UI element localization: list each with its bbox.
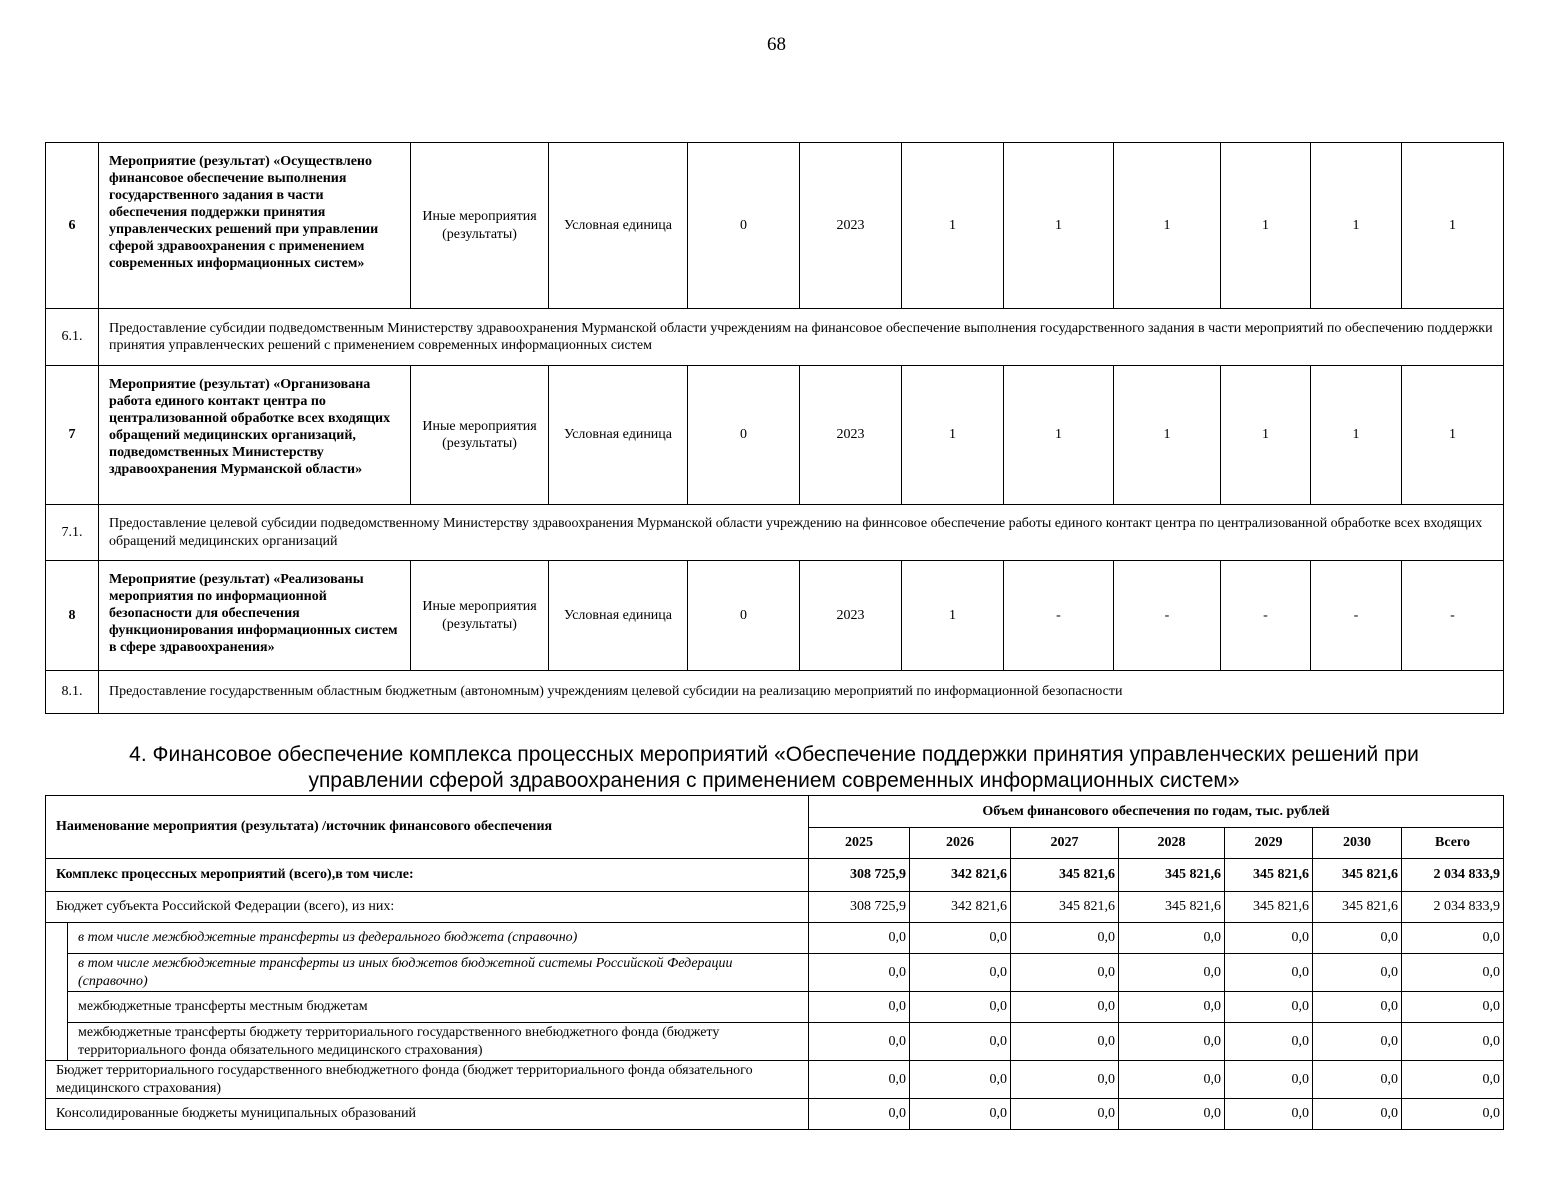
year-header: 2025 [809, 828, 910, 859]
task-text: Предоставление целевой субсидии подведомственному Министерству здравоохранения Мурманской области учреждению на финнсовое обеспечение работы единого контакт центра по централизованной обработке всех входящих обращений медицинских организаций [99, 505, 1504, 561]
year-value: 1 [1221, 366, 1311, 505]
finance-value: 345 821,6 [1225, 892, 1313, 923]
finance-value: 0,0 [910, 1099, 1011, 1130]
finance-row [46, 1061, 1504, 1099]
task-text: Предоставление субсидии подведомственным Министерству здравоохранения Мурманской области учреждениям на финансовое обеспечение выполнения государственного задания в части мероприятий по обеспечению поддержки принятия управленческих решений с применением современных информационных систем [99, 309, 1504, 366]
result-type: Иные мероприятия (результаты) [411, 561, 549, 671]
year-value: 1 [1402, 143, 1504, 309]
finance-value: 0,0 [1313, 1099, 1402, 1130]
finance-value: 345 821,6 [1313, 859, 1402, 892]
year-value: 1 [1004, 143, 1114, 309]
finance-table [45, 795, 1504, 1130]
finance-row [46, 892, 1504, 923]
result-row [46, 143, 1504, 309]
base-year: 2023 [800, 143, 902, 309]
year-value: 1 [902, 143, 1004, 309]
result-type: Иные мероприятия (результаты) [411, 366, 549, 505]
finance-value: 0,0 [809, 1061, 910, 1099]
finance-value: 0,0 [1011, 992, 1119, 1023]
finance-value: 0,0 [910, 992, 1011, 1023]
finance-value: 308 725,9 [809, 892, 910, 923]
finance-value: 0,0 [1402, 1061, 1504, 1099]
result-title: Мероприятие (результат) «Осуществлено финансовое обеспечение выполнения государственного задания в части обеспечения поддержки принятия управленческих решений при управлении сферой здравоохранения с применением современных информационных систем» [99, 143, 411, 309]
year-header: 2026 [910, 828, 1011, 859]
year-value: - [1311, 561, 1402, 671]
finance-row-name: межбюджетные трансферты местным бюджетам [68, 992, 809, 1023]
header-name: Наименование мероприятия (результата) /источник финансового обеспечения [46, 796, 809, 859]
result-title: Мероприятие (результат) «Организована работа единого контакт центра по централизованной обработке всех входящих обращений медицинских организаций, подведомственных Министерству здравоохранения Мурманской области» [99, 366, 411, 505]
finance-value: 0,0 [910, 954, 1011, 992]
finance-value: 0,0 [1011, 954, 1119, 992]
section-title [45, 742, 1503, 795]
finance-value: 0,0 [1119, 1023, 1225, 1061]
finance-value: 345 821,6 [1011, 892, 1119, 923]
year-header: 2027 [1011, 828, 1119, 859]
finance-row-name: межбюджетные трансферты бюджету территориального государственного внебюджетного фонда (бюджету территориального фонда обязательного медицинского страхования) [68, 1023, 809, 1061]
year-value: 1 [1311, 143, 1402, 309]
finance-value: 0,0 [1225, 992, 1313, 1023]
year-value: 1 [1221, 143, 1311, 309]
finance-row [46, 954, 1504, 992]
finance-row [46, 992, 1504, 1023]
finance-value: 0,0 [1402, 1099, 1504, 1130]
result-unit: Условная единица [549, 143, 688, 309]
page-number: 68 [767, 34, 786, 55]
base-year: 2023 [800, 366, 902, 505]
year-value: 1 [1402, 366, 1504, 505]
finance-value: 0,0 [1225, 1061, 1313, 1099]
finance-value: 345 821,6 [1011, 859, 1119, 892]
task-number: 6.1. [46, 309, 99, 366]
finance-value: 0,0 [1313, 1061, 1402, 1099]
finance-row-name: Бюджет территориального государственного внебюджетного фонда (бюджет территориального фонда обязательного медицинского страхования) [46, 1061, 809, 1099]
finance-value: 0,0 [1119, 1061, 1225, 1099]
year-value: 1 [902, 366, 1004, 505]
finance-value: 0,0 [1011, 1099, 1119, 1130]
finance-row [46, 1023, 1504, 1061]
task-row [46, 309, 1504, 366]
header-row [46, 796, 1504, 828]
finance-value: 0,0 [1225, 1099, 1313, 1130]
finance-value: 0,0 [1313, 954, 1402, 992]
year-value: 1 [1311, 366, 1402, 505]
finance-value: 0,0 [910, 1023, 1011, 1061]
finance-row-name: Бюджет субъекта Российской Федерации (всего), из них: [46, 892, 809, 923]
finance-value: 345 821,6 [1119, 892, 1225, 923]
finance-value: 345 821,6 [1313, 892, 1402, 923]
finance-value: 0,0 [1313, 992, 1402, 1023]
year-value: - [1114, 561, 1221, 671]
finance-value: 0,0 [809, 1099, 910, 1130]
year-value: 1 [902, 561, 1004, 671]
row-number: 6 [46, 143, 99, 309]
finance-row [46, 1099, 1504, 1130]
finance-value: 0,0 [1225, 923, 1313, 954]
finance-value: 0,0 [809, 923, 910, 954]
task-row [46, 671, 1504, 714]
base-value: 0 [688, 561, 800, 671]
task-number: 7.1. [46, 505, 99, 561]
finance-row-name: в том числе межбюджетные трансферты из иных бюджетов бюджетной системы Российской Федерации (справочно) [68, 954, 809, 992]
finance-value: 342 821,6 [910, 892, 1011, 923]
year-header: 2029 [1225, 828, 1313, 859]
year-value: 1 [1114, 143, 1221, 309]
finance-value: 0,0 [809, 954, 910, 992]
year-value: - [1221, 561, 1311, 671]
finance-value: 0,0 [910, 923, 1011, 954]
finance-value: 345 821,6 [1225, 859, 1313, 892]
finance-value: 0,0 [1119, 1099, 1225, 1130]
row-number: 8 [46, 561, 99, 671]
task-number: 8.1. [46, 671, 99, 714]
indent-cell [46, 923, 68, 1061]
results-table [45, 142, 1504, 714]
finance-value: 342 821,6 [910, 859, 1011, 892]
row-number: 7 [46, 366, 99, 505]
finance-row-name: Консолидированные бюджеты муниципальных образований [46, 1099, 809, 1130]
task-text: Предоставление государственным областным бюджетным (автономным) учреждениям целевой субсидии на реализацию мероприятий по информационной безопасности [99, 671, 1504, 714]
header-volume: Объем финансового обеспечения по годам, тыс. рублей [809, 796, 1504, 828]
finance-value: 0,0 [1402, 1023, 1504, 1061]
finance-value: 0,0 [809, 1023, 910, 1061]
finance-value: 0,0 [1119, 923, 1225, 954]
result-type: Иные мероприятия (результаты) [411, 143, 549, 309]
result-unit: Условная единица [549, 366, 688, 505]
result-unit: Условная единица [549, 561, 688, 671]
finance-row-name: Комплекс процессных мероприятий (всего),в том числе: [46, 859, 809, 892]
finance-value: 2 034 833,9 [1402, 892, 1504, 923]
finance-value: 0,0 [1011, 1061, 1119, 1099]
finance-value: 0,0 [1402, 954, 1504, 992]
result-title: Мероприятие (результат) «Реализованы мероприятия по информационной безопасности для обеспечения функционирования информационных систем в сфере здравоохранения» [99, 561, 411, 671]
finance-value: 0,0 [809, 992, 910, 1023]
section-title-line: управлении сферой здравоохранения с применением современных информационных систем» [308, 769, 1240, 793]
finance-row-name: в том числе межбюджетные трансферты из федерального бюджета (справочно) [68, 923, 809, 954]
finance-value: 345 821,6 [1119, 859, 1225, 892]
task-row [46, 505, 1504, 561]
finance-row [46, 923, 1504, 954]
finance-row [46, 859, 1504, 892]
section-title-line: 4. Финансовое обеспечение комплекса процессных мероприятий «Обеспечение поддержки принятия управленческих решений при [129, 743, 1419, 766]
year-header: 2028 [1119, 828, 1225, 859]
finance-value: 0,0 [1011, 923, 1119, 954]
base-year: 2023 [800, 561, 902, 671]
base-value: 0 [688, 143, 800, 309]
finance-value: 0,0 [910, 1061, 1011, 1099]
finance-value: 0,0 [1119, 954, 1225, 992]
year-value: - [1402, 561, 1504, 671]
finance-value: 0,0 [1119, 992, 1225, 1023]
year-header: Всего [1402, 828, 1504, 859]
finance-value: 0,0 [1402, 923, 1504, 954]
finance-value: 308 725,9 [809, 859, 910, 892]
year-value: 1 [1004, 366, 1114, 505]
finance-value: 0,0 [1225, 954, 1313, 992]
year-value: - [1004, 561, 1114, 671]
result-row [46, 366, 1504, 505]
finance-value: 0,0 [1313, 1023, 1402, 1061]
base-value: 0 [688, 366, 800, 505]
finance-value: 0,0 [1402, 992, 1504, 1023]
year-value: 1 [1114, 366, 1221, 505]
finance-value: 0,0 [1313, 923, 1402, 954]
finance-value: 0,0 [1225, 1023, 1313, 1061]
finance-value: 0,0 [1011, 1023, 1119, 1061]
result-row [46, 561, 1504, 671]
year-header: 2030 [1313, 828, 1402, 859]
finance-value: 2 034 833,9 [1402, 859, 1504, 892]
